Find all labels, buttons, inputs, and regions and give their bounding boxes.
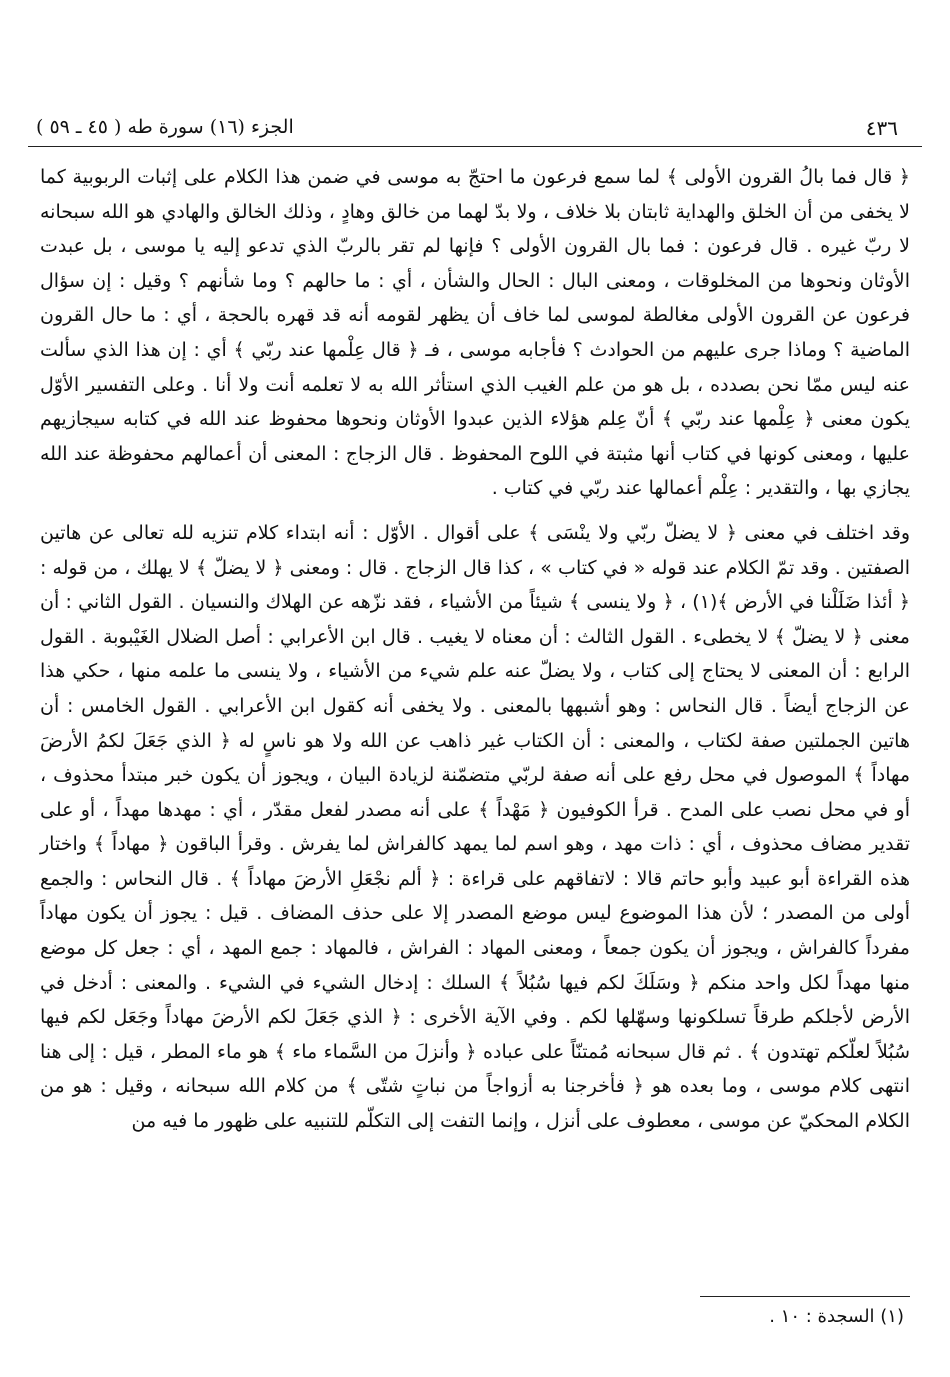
body-text bbox=[40, 160, 910, 1139]
paragraph: ﴿ قال فما بالُ القرون الأولى ﴾ لما سمع فرعون ما احتجّ به موسى في ضمن هذا الكلام على إثبات الربوبية كما لا يخفى من أن الخلق والهداية ثابتان بلا خلاف ، ولا بدّ لهما من خالق وهادٍ ، وذلك الخالق والهادي هو الله سبحانه لا ربّ غيره . قال فرعون : فما بال القرون الأولى ؟ فإنها لم تقر بالربّ الذي تدعو إليه يا موسى ، بل عبدت الأوثان ونحوها من المخلوقات ، ومعنى البال : الحال والشأن ، أي : ما حالهم ؟ وما شأنهم ؟ وقيل : إن سؤال فرعون عن القرون الأولى مغالطة لموسى لما خاف أن يظهر لقومه أنه قد قهره بالحجة ، أي : ما حال القرون الماضية ؟ وماذا جرى عليهم من الحوادث ؟ فأجابه موسى ، فـ ﴿ قال عِلْمها عند ربّي ﴾ أي : إن هذا الذي سألت عنه ليس ممّا نحن بصدده ، بل هو من علم الغيب الذي استأثر الله به لا تعلمه أنت ولا أنا . وعلى التفسير الأوّل يكون معنى ﴿ عِلْمها عند ربّي ﴾ أنّ عِلم هؤلاء الذين عبدوا الأوثان ونحوها محفوظ عند الله في كتابه سيجازيهم عليها ، ومعنى كونها في كتاب أنها مثبتة في اللوح المحفوظ . قال الزجاج : المعنى أن أعمالهم محفوظة عند الله يجازي بها ، والتقدير : عِلْم أعمالها عند ربّي في كتاب . bbox=[40, 166, 910, 500]
page-number: ٤٣٦ bbox=[865, 116, 898, 140]
paragraph: وقد اختلف في معنى ﴿ لا يضلّ ربّي ولا ينْسَى ﴾ على أقوال . الأوّل : أنه ابتداء كلام تنزيه لله تعالى عن هاتين الصفتين . وقد تمّ الكلام عند قوله « في كتاب » ، كذا قال الزجاج . قال : ومعنى ﴿ لا يضلّ ﴾ لا يهلك ، من قوله : ﴿ أئذا ضَلَلْنا في الأرض ﴾(١) ، ﴿ ولا ينسى ﴾ شيئاً من الأشياء ، فقد نزّهه عن الهلاك والنسيان . القول الثاني : أن معنى ﴿ لا يضلّ ﴾ لا يخطىء . القول الثالث : أن معناه لا يغيب . قال ابن الأعرابي : أصل الضلال الغَيْبوبة . القول الرابع : أن المعنى لا يحتاج إلى كتاب ، ولا يضلّ عنه علم شيء من الأشياء ، ولا ينسى ما علمه منها ، حكي هذا عن الزجاج أيضاً . قال النحاس : وهو أشبهها بالمعنى . ولا يخفى أنه كقول ابن الأعرابي . القول الخامس : أن هاتين الجملتين صفة لكتاب ، والمعنى : أن الكتاب غير ذاهب عن الله ولا هو ناسٍ له ﴿ الذي جَعَلَ لكمُ الأرضَ مهاداً ﴾ الموصول في محل رفع على أنه صفة لربّي متضمّنة لزيادة البيان ، ويجوز أن يكون خبر مبتدأ محذوف ، أو في محل نصب على المدح . قرأ الكوفيون ﴿ مَهْداً ﴾ على أنه مصدر لفعل مقدّر ، أي : مهدها مهداً ، أو على تقدير مضاف محذوف ، أي : ذات مهد ، وهو اسم لما يمهد كالفراش لما يفرش . وقرأ الباقون ﴿ مهاداً ﴾ واختار هذه القراءة أبو عبيد وأبو حاتم قالا : لاتفاقهم على قراءة : ﴿ ألم نجْعَلِ الأرضَ مهاداً ﴾ . قال النحاس : والجمع أولى من المصدر ؛ لأن هذا الموضوع ليس موضع المصدر إلا على حذف المضاف . قيل : يجوز أن يكون مهاداً مفرداً كالفراش ، ويجوز أن يكون جمعاً ، ومعنى المهاد : الفراش ، فالمهاد : جمع المهد ، أي : جعل كل موضع منها مهداً لكل واحد منكم ﴿ وسَلَكَ لكم فيها سُبُلاً ﴾ السلك : إدخال الشيء في الشيء . والمعنى : أدخل في الأرض لأجلكم طرقاً تسلكونها وسهّلها لكم . وفي الآية الأخرى : ﴿ الذي جَعَلَ لكم الأرضَ مهاداً وجَعَل لكم فيها سُبُلاً لعلّكم تهتدون ﴾ . ثم قال سبحانه مُمتنّاً على عباده ﴿ وأنزلَ من السَّماء ماء ﴾ هو ماء المطر ، قيل : إلى هنا انتهى كلام موسى ، وما بعده هو ﴿ فأخرجنا به أزواجاً من نباتٍ شتّى ﴾ من كلام الله سبحانه ، وقيل : هو من الكلام المحكيّ عن موسى ، معطوف على أنزل ، وإنما التفت إلى التكلّم للتنبيه على ظهور ما فيه من bbox=[40, 521, 910, 1133]
running-head: الجزء (١٦) سورة طه ( ٤٥ ـ ٥٩ ) bbox=[36, 116, 294, 138]
footnote-divider bbox=[700, 1296, 910, 1297]
page-header bbox=[28, 112, 922, 146]
footnote: (١) السجدة : ١٠ . bbox=[769, 1306, 904, 1327]
header-divider bbox=[28, 146, 922, 147]
